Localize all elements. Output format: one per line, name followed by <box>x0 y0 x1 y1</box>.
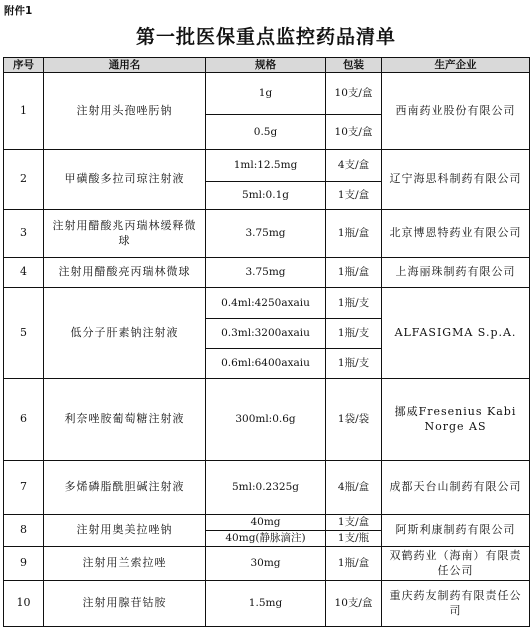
spec-cell: 40mg <box>206 515 326 531</box>
name-cell: 注射用兰索拉唑 <box>44 547 206 581</box>
seq-cell: 9 <box>4 547 44 581</box>
pack-cell: 4瓶/盒 <box>326 461 382 515</box>
seq-cell: 2 <box>4 150 44 210</box>
spec-cell: 5ml:0.1g <box>206 182 326 210</box>
pack-cell: 1瓶/支 <box>326 349 382 379</box>
enterprise-cell: 北京博恩特药业有限公司 <box>382 210 530 258</box>
pack-cell: 1瓶/支 <box>326 319 382 349</box>
table-row <box>4 515 530 531</box>
spec-cell: 0.3ml:3200axaiu <box>206 319 326 349</box>
name-cell: 低分子肝素钠注射液 <box>44 288 206 379</box>
header-enterprise: 生产企业 <box>382 58 530 73</box>
header-pack: 包装 <box>326 58 382 73</box>
table-body <box>4 73 530 627</box>
table-row <box>4 581 530 627</box>
header-row <box>4 58 530 73</box>
pack-cell: 1支/盒 <box>326 182 382 210</box>
enterprise-cell: 成都天台山制药有限公司 <box>382 461 530 515</box>
name-cell: 多烯磷脂酰胆碱注射液 <box>44 461 206 515</box>
name-cell: 注射用醋酸亮丙瑞林微球 <box>44 258 206 288</box>
name-cell: 甲磺酸多拉司琼注射液 <box>44 150 206 210</box>
seq-cell: 3 <box>4 210 44 258</box>
enterprise-cell: 双鹤药业（海南）有限责任公司 <box>382 547 530 581</box>
table-row <box>4 461 530 515</box>
spec-cell: 0.6ml:6400axaiu <box>206 349 326 379</box>
seq-cell: 6 <box>4 379 44 461</box>
name-cell: 利奈唑胺葡萄糖注射液 <box>44 379 206 461</box>
spec-cell: 1g <box>206 73 326 115</box>
name-cell: 注射用头孢唑肟钠 <box>44 73 206 150</box>
pack-cell: 1袋/袋 <box>326 379 382 461</box>
drug-list-table <box>3 57 530 627</box>
spec-cell: 0.5g <box>206 115 326 150</box>
seq-cell: 7 <box>4 461 44 515</box>
pack-cell: 10支/盒 <box>326 581 382 627</box>
table-row <box>4 73 530 115</box>
table-row <box>4 379 530 461</box>
name-cell: 注射用奥美拉唑钠 <box>44 515 206 547</box>
seq-cell: 4 <box>4 258 44 288</box>
spec-cell: 30mg <box>206 547 326 581</box>
enterprise-cell: 重庆药友制药有限责任公司 <box>382 581 530 627</box>
table-row <box>4 258 530 288</box>
spec-cell: 5ml:0.2325g <box>206 461 326 515</box>
pack-cell: 1支/瓶 <box>326 531 382 547</box>
pack-cell: 1支/盒 <box>326 515 382 531</box>
header-name: 通用名 <box>44 58 206 73</box>
seq-cell: 8 <box>4 515 44 547</box>
spec-cell: 300ml:0.6g <box>206 379 326 461</box>
table-row <box>4 210 530 258</box>
pack-cell: 1瓶/盒 <box>326 210 382 258</box>
table-header <box>4 58 530 73</box>
name-cell: 注射用腺苷钴胺 <box>44 581 206 627</box>
enterprise-cell: 辽宁海思科制药有限公司 <box>382 150 530 210</box>
enterprise-cell: 挪威Fresenius Kabi Norge AS <box>382 379 530 461</box>
spec-cell: 1ml:12.5mg <box>206 150 326 182</box>
seq-cell: 5 <box>4 288 44 379</box>
pack-cell: 10支/盒 <box>326 115 382 150</box>
seq-cell: 1 <box>4 73 44 150</box>
spec-cell: 3.75mg <box>206 258 326 288</box>
table-row <box>4 150 530 182</box>
pack-cell: 10支/盒 <box>326 73 382 115</box>
enterprise-cell: 上海丽珠制药有限公司 <box>382 258 530 288</box>
pack-cell: 1瓶/盒 <box>326 258 382 288</box>
seq-cell: 10 <box>4 581 44 627</box>
enterprise-cell: ALFASIGMA S.p.A. <box>382 288 530 379</box>
spec-cell: 3.75mg <box>206 210 326 258</box>
table-row <box>4 547 530 581</box>
header-seq: 序号 <box>4 58 44 73</box>
name-cell: 注射用醋酸兆丙瑞林缓释微球 <box>44 210 206 258</box>
annex-label: 附件1 <box>4 5 33 17</box>
header-spec: 规格 <box>206 58 326 73</box>
spec-cell: 1.5mg <box>206 581 326 627</box>
page-title: 第一批医保重点监控药品清单 <box>135 26 396 48</box>
spec-cell: 0.4ml:4250axaiu <box>206 288 326 319</box>
table-row <box>4 288 530 319</box>
spec-cell: 40mg(静脉滴注) <box>206 531 326 547</box>
pack-cell: 1瓶/盒 <box>326 547 382 581</box>
pack-cell: 4支/盒 <box>326 150 382 182</box>
enterprise-cell: 西南药业股份有限公司 <box>382 73 530 150</box>
pack-cell: 1瓶/支 <box>326 288 382 319</box>
enterprise-cell: 阿斯利康制药有限公司 <box>382 515 530 547</box>
